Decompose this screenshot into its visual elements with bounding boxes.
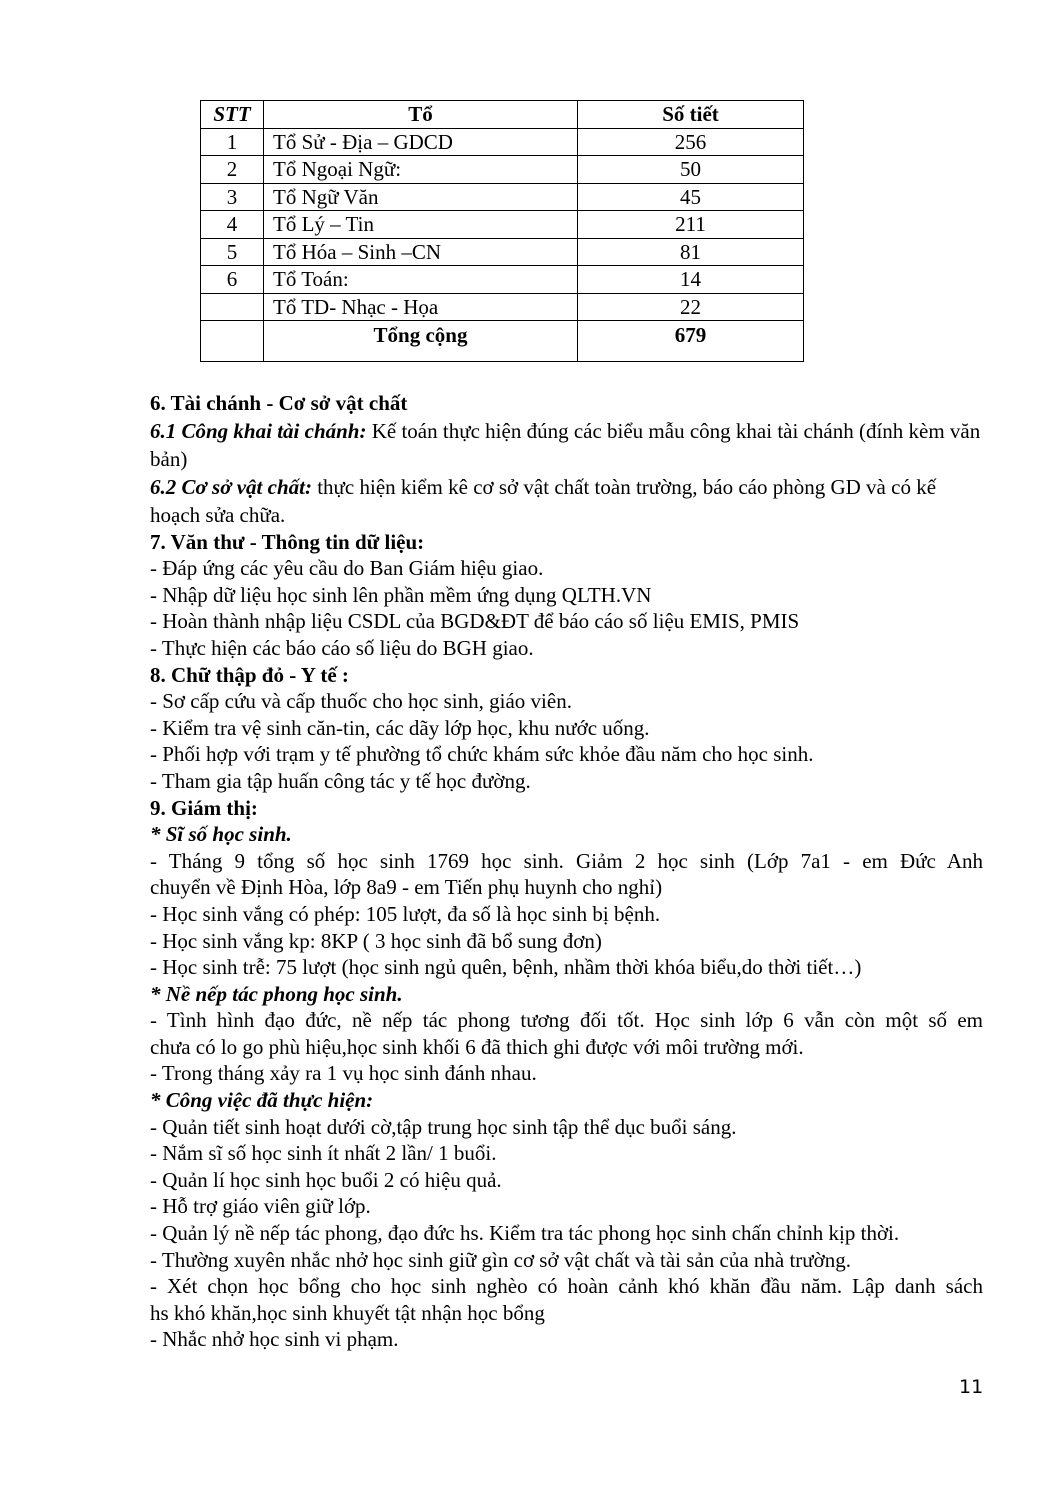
- section-6-2-paragraph: [150, 473, 983, 529]
- table-row: [201, 211, 804, 239]
- list-item: - Học sinh vắng có phép: 105 lượt, đa số là học sinh bị bệnh.: [150, 901, 661, 926]
- table-row: [201, 238, 804, 266]
- list-item: chuyển về Định Hòa, lớp 8a9 - em Tiến phụ huynh cho nghỉ): [150, 875, 663, 900]
- section-6-1-paragraph: [150, 417, 983, 473]
- cell-to: Tổ TD- Nhạc - Họa: [264, 293, 578, 321]
- header-stt: STT: [201, 101, 264, 129]
- list-item: - Quản tiết sinh hoạt dưới cờ,tập trung học sinh tập thể dục buổi sáng.: [150, 1114, 737, 1139]
- cell-stt: 2: [201, 156, 264, 184]
- cell-stt: 5: [201, 238, 264, 266]
- cell-stt: [201, 293, 264, 321]
- total-value: 679: [578, 321, 804, 362]
- list-item: - Thường xuyên nhắc nhở học sinh giữ gìn cơ sở vật chất và tài sản của nhà trường.: [150, 1247, 852, 1272]
- section-9-sub-heading-enrollment: * Sĩ số học sinh.: [150, 822, 292, 847]
- list-item: - Nhắc nhở học sinh vi phạm.: [150, 1327, 399, 1352]
- cell-so-tiet: 14: [578, 266, 804, 294]
- cell-to: Tổ Toán:: [264, 266, 578, 294]
- list-item: - Đáp ứng các yêu cầu do Ban Giám hiệu giao.: [150, 556, 544, 581]
- section-8-heading: 8. Chữ thập đỏ - Y tế :: [150, 662, 349, 687]
- table-row: [201, 156, 804, 184]
- section-9-sub-heading-tasks: * Công việc đã thực hiện:: [150, 1088, 374, 1113]
- cell-to: Tổ Ngữ Văn: [264, 183, 578, 211]
- list-item: - Phối hợp với trạm y tế phường tổ chức khám sức khỏe đầu năm cho học sinh.: [150, 742, 814, 767]
- list-item: - Học sinh vắng kp: 8KP ( 3 học sinh đã bổ sung đơn): [150, 928, 602, 953]
- cell-so-tiet: 50: [578, 156, 804, 184]
- section-6-2-text: thực hiện kiểm kê cơ sở vật chất toàn trường, báo cáo phòng GD và có kế hoạch sửa chữa.: [150, 474, 937, 527]
- list-item: - Tháng 9 tổng số học sinh 1769 học sinh. Giảm 2 học sinh (Lớp 7a1 - em Đức Anh: [150, 848, 983, 873]
- cell-stt: 6: [201, 266, 264, 294]
- section-6-2-label: 6.2 Cơ sở vật chất:: [150, 474, 312, 499]
- list-item: - Nhập dữ liệu học sinh lên phần mềm ứng dụng QLTH.VN: [150, 582, 652, 607]
- cell-to: Tổ Ngoại Ngữ:: [264, 156, 578, 184]
- page-number: 11: [959, 1376, 984, 1398]
- list-item: - Tham gia tập huấn công tác y tế học đường.: [150, 768, 531, 793]
- cell-so-tiet: 256: [578, 128, 804, 156]
- list-item: - Sơ cấp cứu và cấp thuốc cho học sinh, giáo viên.: [150, 689, 572, 714]
- section-6-1-label: 6.1 Công khai tài chánh:: [150, 418, 367, 443]
- list-item: - Tình hình đạo đức, nề nếp tác phong tương đối tốt. Học sinh lớp 6 vẫn còn một số em: [150, 1008, 983, 1033]
- list-item: - Quản lý nề nếp tác phong, đạo đức hs. Kiểm tra tác phong học sinh chấn chỉnh kịp thời.: [150, 1221, 900, 1246]
- table-total-row: [201, 321, 804, 362]
- cell-stt: 1: [201, 128, 264, 156]
- list-item: chưa có lo go phù hiệu,học sinh khối 6 đã thich ghi được với môi trường mới.: [150, 1034, 804, 1059]
- list-item: - Hoàn thành nhập liệu CSDL của BGD&ĐT để báo cáo số liệu EMIS, PMIS: [150, 609, 800, 634]
- list-item: - Quản lí học sinh học buổi 2 có hiệu quả.: [150, 1167, 502, 1192]
- list-item: - Hỗ trợ giáo viên giữ lớp.: [150, 1194, 371, 1219]
- table-row: [201, 128, 804, 156]
- list-item: - Xét chọn học bổng cho học sinh nghèo có hoàn cảnh khó khăn đầu năm. Lập danh sách: [150, 1274, 983, 1299]
- section-6-heading: 6. Tài chánh - Cơ sở vật chất: [150, 391, 408, 415]
- section-7-heading: 7. Văn thư - Thông tin dữ liệu:: [150, 529, 425, 554]
- section-9-sub-heading-discipline: * Nề nếp tác phong học sinh.: [150, 981, 403, 1006]
- cell-so-tiet: 22: [578, 293, 804, 321]
- periods-table: [200, 100, 804, 362]
- list-item: - Kiểm tra vệ sinh căn-tin, các dãy lớp học, khu nước uống.: [150, 715, 650, 740]
- cell-so-tiet: 45: [578, 183, 804, 211]
- cell-to: Tổ Lý – Tin: [264, 211, 578, 239]
- cell-stt-empty: [201, 321, 264, 362]
- section-9-heading: 9. Giám thị:: [150, 795, 258, 820]
- periods-table-container: [200, 100, 804, 362]
- table-row: [201, 266, 804, 294]
- header-so-tiet: Số tiết: [578, 101, 804, 129]
- section-6-1-text: Kế toán thực hiện đúng các biểu mẫu công khai tài chánh (đính kèm văn bản): [150, 418, 981, 471]
- cell-so-tiet: 211: [578, 211, 804, 239]
- cell-so-tiet: 81: [578, 238, 804, 266]
- table-row: [201, 293, 804, 321]
- table-row: [201, 183, 804, 211]
- list-item: - Trong tháng xảy ra 1 vụ học sinh đánh nhau.: [150, 1061, 537, 1086]
- header-to: Tổ: [264, 101, 578, 129]
- cell-stt: 3: [201, 183, 264, 211]
- cell-to: Tổ Sử - Địa – GDCD: [264, 128, 578, 156]
- total-label: Tổng cộng: [264, 321, 578, 362]
- table-header-row: [201, 101, 804, 129]
- list-item: - Thực hiện các báo cáo số liệu do BGH giao.: [150, 635, 534, 660]
- list-item: - Nắm sĩ số học sinh ít nhất 2 lần/ 1 buổi.: [150, 1141, 497, 1166]
- cell-stt: 4: [201, 211, 264, 239]
- list-item: hs khó khăn,học sinh khuyết tật nhận học bổng: [150, 1300, 545, 1325]
- list-item: - Học sinh trễ: 75 lượt (học sinh ngủ quên, bệnh, nhầm thời khóa biểu,do thời tiết…): [150, 955, 862, 980]
- report-body: [150, 390, 983, 1353]
- cell-to: Tổ Hóa – Sinh –CN: [264, 238, 578, 266]
